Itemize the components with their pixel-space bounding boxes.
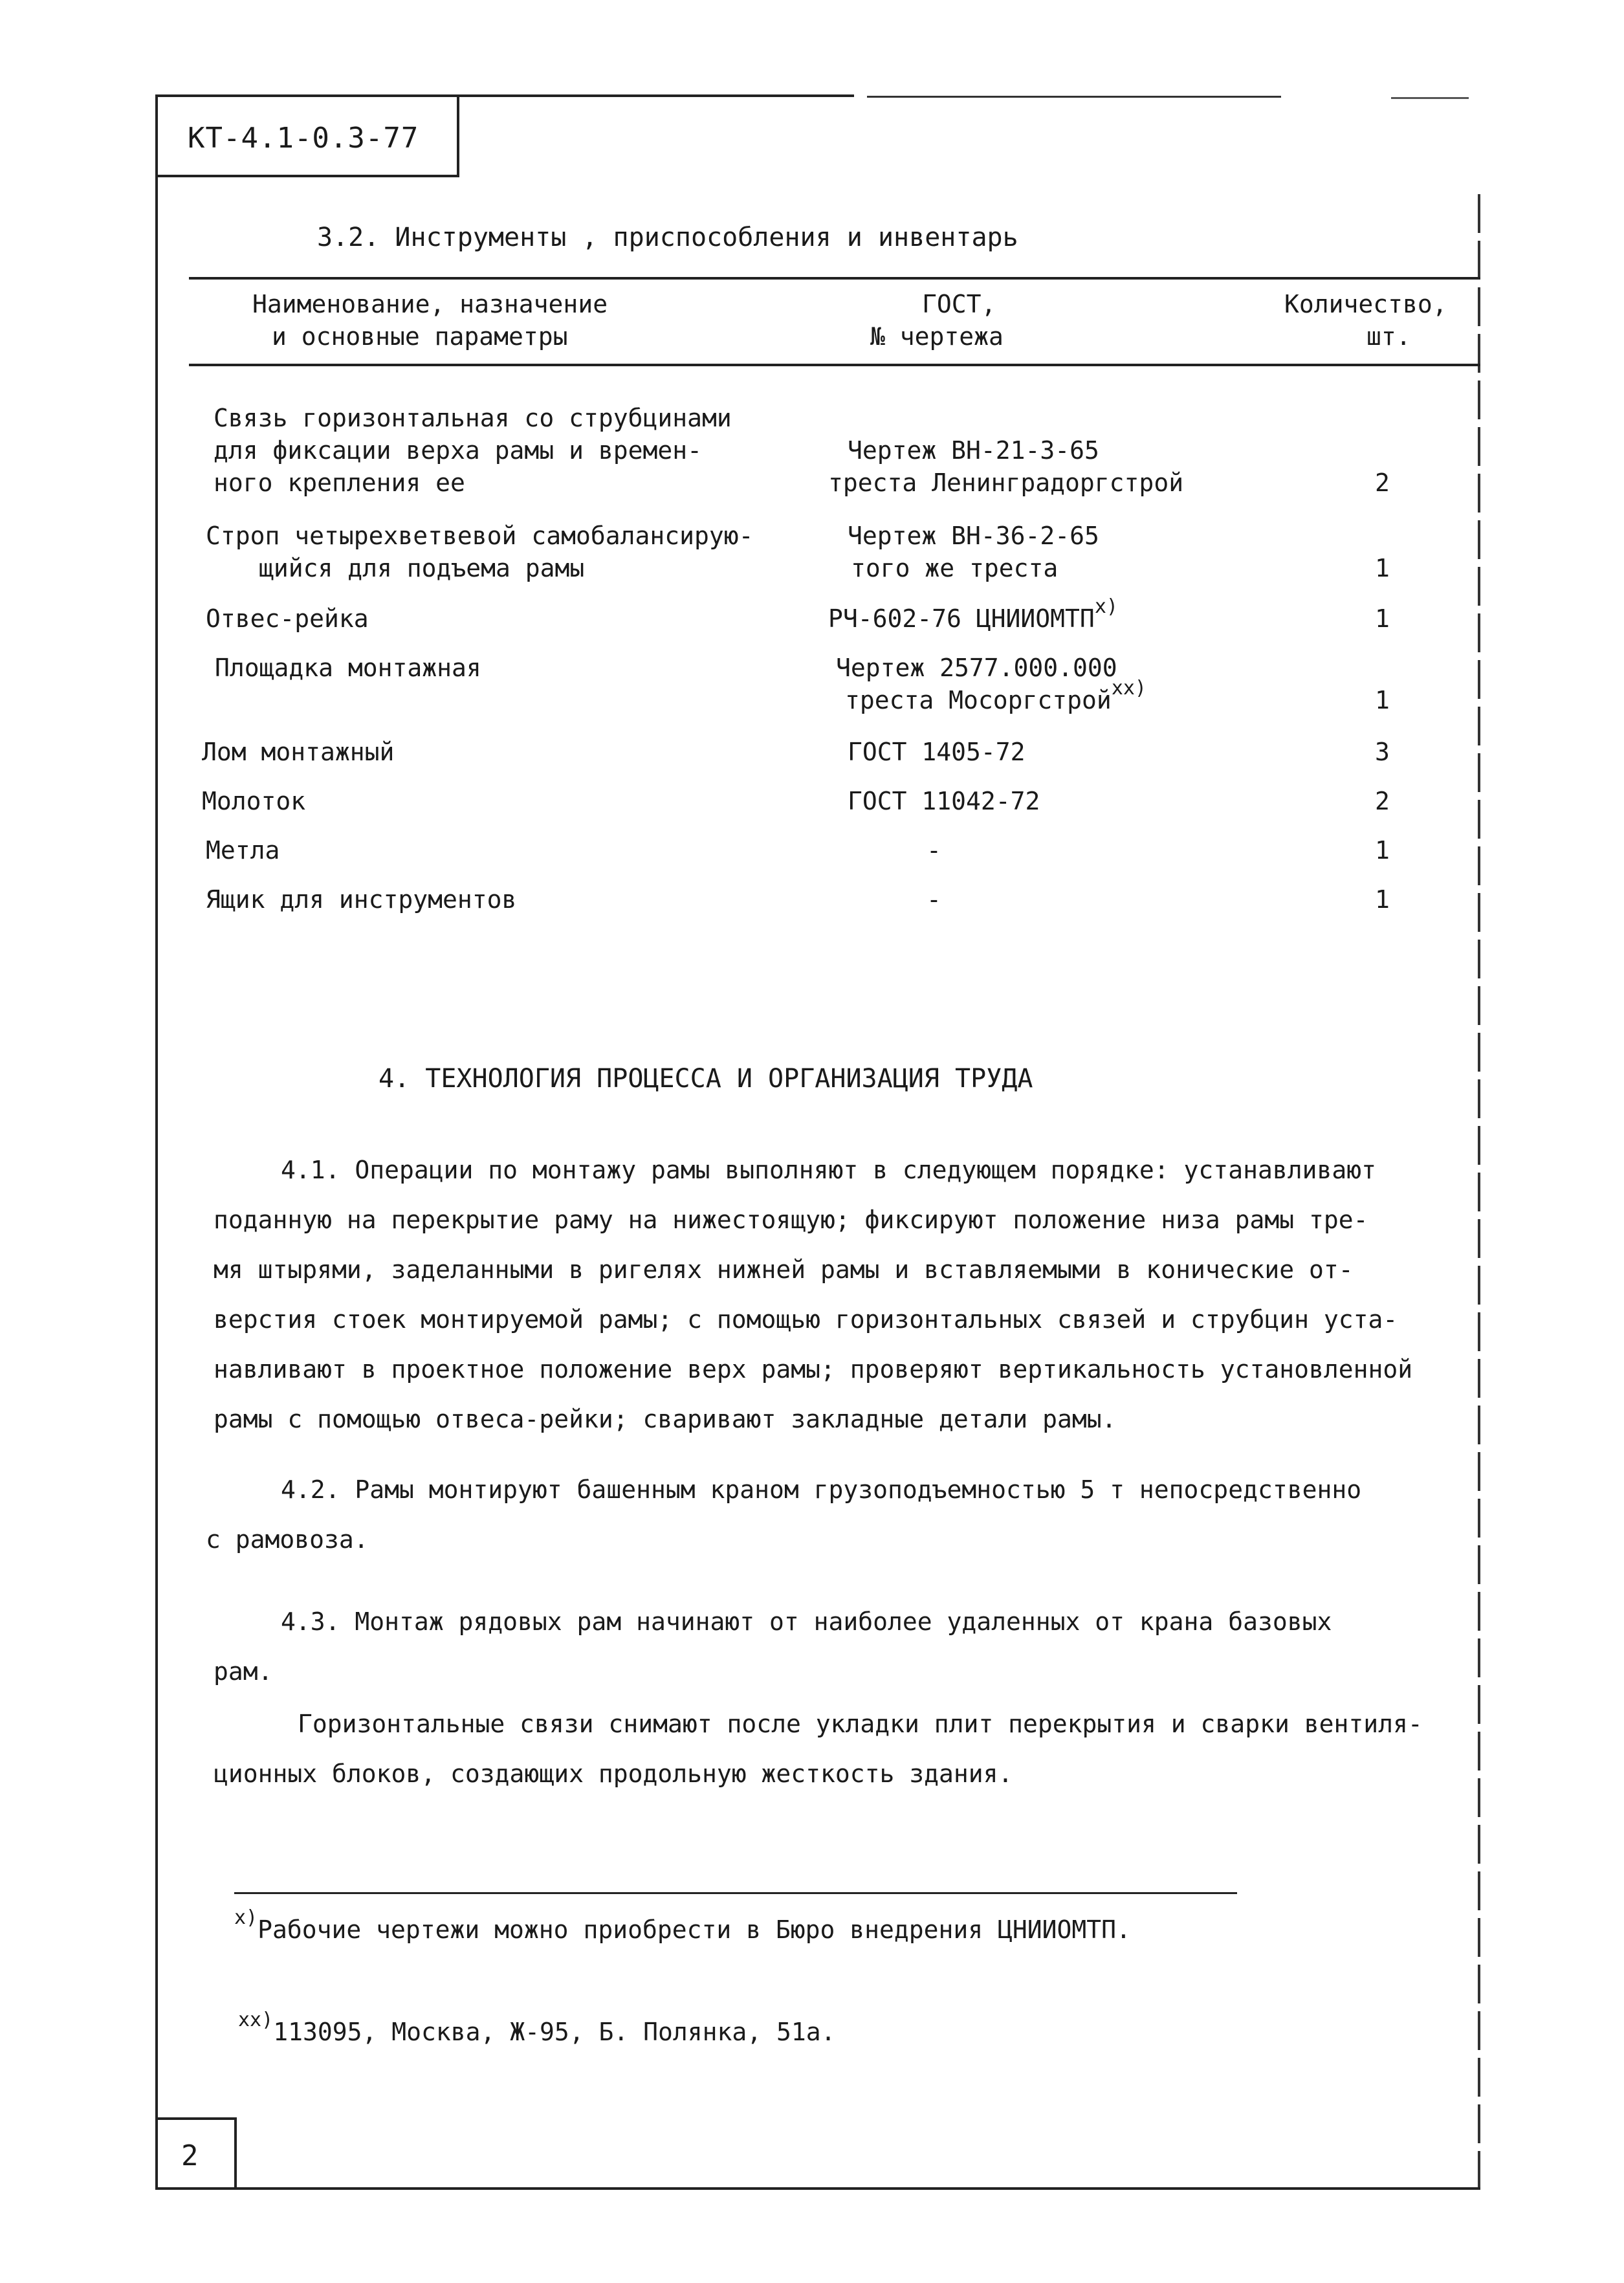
table-cell-qty: 1 (1375, 604, 1390, 633)
frame-top-border-segment (1391, 97, 1469, 99)
footnote-separator (234, 1892, 1237, 1894)
page-number: 2 (181, 2139, 199, 2172)
paragraph-line: 4.3. Монтаж рядовых рам начинают от наиболее удаленных от крана базовых (281, 1607, 1332, 1636)
frame-bottom-border (155, 2187, 1480, 2190)
footnote-2 (238, 2009, 836, 2046)
table-cell-qty: 2 (1375, 787, 1390, 815)
table-cell-qty: 1 (1375, 686, 1390, 714)
table-cell-gost: треста Ленинградоргстрой (828, 469, 1184, 497)
table-cell-name: Строп четырехветвевой самобалансирую- (206, 522, 754, 550)
frame-right-border (1478, 194, 1480, 2189)
table-header-rule (189, 364, 1480, 366)
section-3-2-title: 3.2. Инструменты , приспособления и инвентарь (317, 223, 1018, 252)
table-cell-name: Связь горизонтальная со струбцинами (214, 404, 732, 432)
table-cell-name: щийся для подъема рамы (259, 554, 585, 582)
table-cell-gost: треста Мосоргстрой$^{xx)}$ (845, 677, 1147, 714)
table-cell-qty: 1 (1375, 554, 1390, 582)
paragraph-line: рам. (214, 1657, 273, 1686)
table-cell-name: ного крепления ее (214, 469, 465, 497)
paragraph-line: 4.1. Операции по монтажу рамы выполняют в следующем порядке: устанавливают (281, 1156, 1376, 1184)
table-cell-gost: РЧ-602-76 ЦНИИОМТП$^{x)}$ (828, 595, 1118, 633)
table-cell-name: Отвес-рейка (206, 604, 369, 633)
table-cell-gost: того же треста (851, 554, 1059, 582)
footnote-1 (234, 1906, 1131, 1944)
table-cell-gost: Чертеж ВН-36-2-65 (848, 522, 1099, 550)
paragraph-line: мя штырями, заделанными в ригелях нижней рамы и вставляемыми в конические от- (214, 1255, 1354, 1284)
paragraph-line: навливают в проектное положение верх рамы; проверяют вертикальность установленной (214, 1355, 1413, 1384)
header-qty-line2: шт. (1366, 322, 1411, 351)
paragraph-4-3 (214, 1597, 1453, 1697)
table-cell-gost: - (927, 885, 941, 914)
footnote-text: Рабочие чертежи можно приобрести в Бюро внедрения ЦНИИОМТП. (258, 1915, 1131, 1944)
table-cell-name: Площадка монтажная (215, 654, 481, 682)
paragraph-line: рамы с помощью отвеса-рейки; сваривают закладные детали рамы. (214, 1405, 1117, 1433)
table-cell-gost: ГОСТ 11042-72 (848, 787, 1040, 815)
footnote-ref: x) (1094, 595, 1118, 618)
footnote-mark: xx) (238, 2009, 274, 2031)
table-cell-qty: 3 (1375, 738, 1390, 766)
header-gost-line1: ГОСТ, (922, 290, 996, 318)
header-gost-line2: № чертежа (870, 322, 1004, 351)
paragraph-line: верстия стоек монтируемой рамы; с помощью горизонтальных связей и струбцин уста- (214, 1305, 1398, 1334)
paragraph-line: Горизонтальные связи снимают после укладки плит перекрытия и сварки вентиля- (298, 1710, 1423, 1738)
table-cell-name: для фиксации верха рамы и времен- (214, 436, 702, 465)
paragraph-line: поданную на перекрытие раму на нижестоящую; фиксируют положение низа рамы тре- (214, 1206, 1368, 1234)
table-cell-name: Лом монтажный (202, 738, 395, 766)
paragraph-4-2 (206, 1465, 1445, 1565)
table-top-rule (189, 277, 1480, 280)
header-name-line2: и основные параметры (272, 322, 568, 351)
table-cell-gost: ГОСТ 1405-72 (848, 738, 1026, 766)
table-cell-qty: 1 (1375, 836, 1390, 865)
paragraph-4-4 (214, 1699, 1453, 1799)
table-cell-name: Метла (206, 836, 280, 865)
footnote-mark: x) (234, 1906, 258, 1929)
footnote-ref: xx) (1111, 677, 1147, 700)
table-cell-gost: Чертеж ВН-21-3-65 (848, 436, 1099, 465)
doc-code: КТ-4.1-0.3-77 (188, 122, 419, 155)
header-qty-line1: Количество, (1284, 290, 1447, 318)
footnote-text: 113095, Москва, Ж-95, Б. Полянка, 51а. (273, 2018, 836, 2046)
paragraph-line: с рамовоза. (206, 1525, 369, 1554)
table-cell-qty: 1 (1375, 885, 1390, 914)
table-cell-name: Молоток (202, 787, 306, 815)
header-name-line1: Наименование, назначение (252, 290, 608, 318)
page-number-box (155, 2117, 237, 2190)
table-cell-qty: 2 (1375, 469, 1390, 497)
table-cell-gost: Чертеж 2577.000.000 (836, 654, 1117, 682)
section-4-title: 4. ТЕХНОЛОГИЯ ПРОЦЕССА И ОРГАНИЗАЦИЯ ТРУДА (379, 1064, 1033, 1094)
paragraph-line: 4.2. Рамы монтируют башенным краном грузоподъемностью 5 т непосредственно (281, 1475, 1362, 1504)
table-cell-gost: - (927, 836, 941, 865)
frame-top-border-segment (867, 96, 1281, 98)
paragraph-4-1 (214, 1145, 1453, 1444)
frame-left-border (155, 94, 158, 2189)
table-cell-name: Ящик для инструментов (206, 885, 517, 914)
paragraph-line: ционных блоков, создающих продольную жесткость здания. (214, 1759, 1013, 1788)
doc-code-box (155, 94, 459, 177)
